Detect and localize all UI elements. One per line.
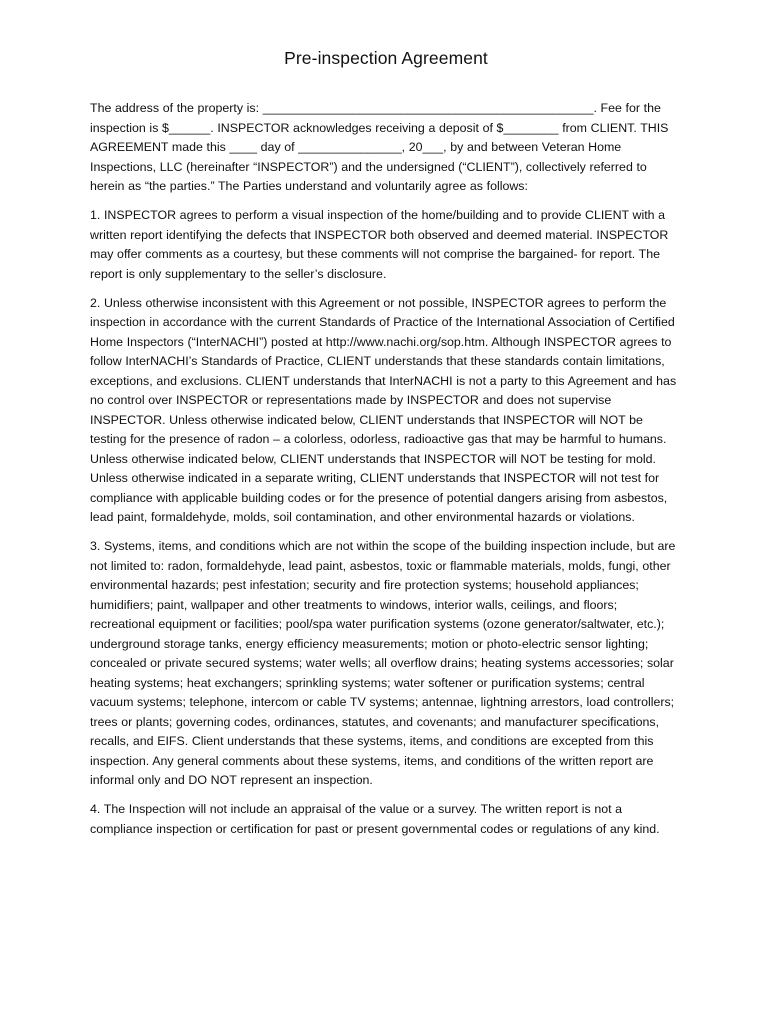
clause-1-paragraph: 1. INSPECTOR agrees to perform a visual inspection of the home/building and to provide CLIENT with a written report identifying the defects that INSPECTOR both observed and deemed material. INSPECTOR may offer comments as a courtesy, but these comments will not comprise the bargained- for report. The report is only supplementary to the seller’s disclosure.	[90, 208, 669, 281]
intro-paragraph: The address of the property is: ________________________________________________. Fee for the inspection is $______. INSPECTOR acknowledges receiving a deposit of $________ from CLIENT. THIS AGREEMENT made this ____ day of _______________, 20___, by and between Veteran Home Inspections, LLC (hereinafter “INSPECTOR”) and the undersigned (“CLIENT”), collectively referred to herein as “the parties.” The Parties understand and voluntarily agree as follows:	[90, 101, 669, 193]
clause-4-paragraph: 4. The Inspection will not include an appraisal of the value or a survey. The written report is not a compliance inspection or certification for past or present governmental codes or regulations of any kind.	[90, 802, 660, 836]
clause-2-paragraph: 2. Unless otherwise inconsistent with this Agreement or not possible, INSPECTOR agrees to perform the inspection in accordance with the current Standards of Practice of the International Association of Certified Home Inspectors (“InterNACHI”) posted at http://www.nachi.org/sop.htm. Although INSPECTOR agrees to follow InterNACHI’s Standards of Practice, CLIENT understands that these standards contain limitations, exceptions, and exclusions. CLIENT understands that InterNACHI is not a party to this Agreement and has no control over INSPECTOR or representations made by INSPECTOR and does not supervise INSPECTOR. Unless otherwise indicated below, CLIENT understands that INSPECTOR will NOT be testing for the presence of radon – a colorless, odorless, radioactive gas that may be harmful to humans. Unless otherwise indicated below, CLIENT understands that INSPECTOR will NOT be testing for mold. Unless otherwise indicated in a separate writing, CLIENT understands that INSPECTOR will not test for compliance with applicable building codes or for the presence of potential dangers arising from asbestos, lead paint, formaldehyde, molds, soil contamination, and other environmental hazards or violations.	[90, 295, 677, 524]
document-page	[90, 48, 682, 849]
clause-3-paragraph: 3. Systems, items, and conditions which are not within the scope of the building inspection include, but are not limited to: radon, formaldehyde, lead paint, asbestos, toxic or flammable materials, molds, fungi, other environmental hazards; pest infestation; security and fire protection systems; household appliances; humidifiers; paint, wallpaper and other treatments to windows, interior walls, ceilings, and floors; recreational equipment or facilities; pool/spa water purification systems (ozone generator/saltwater, etc.); underground storage tanks, energy efficiency measurements; motion or photo-electric sensor lighting; concealed or private secured systems; water wells; all overflow drains; heating systems accessories; solar heating systems; heat exchangers; sprinkling systems; water softener or purification systems; central vacuum systems; telephone, intercom or cable TV systems; antennae, lightning arrestors, load controllers; trees or plants; governing codes, ordinances, statutes, and covenants; and manufacturer specifications, recalls, and EIFS. Client understands that these systems, items, and conditions are excepted from this inspection. Any general comments about these systems, items, and conditions of the written report are informal only and DO NOT represent an inspection.	[90, 539, 676, 787]
document-title: Pre-inspection Agreement	[284, 48, 488, 68]
